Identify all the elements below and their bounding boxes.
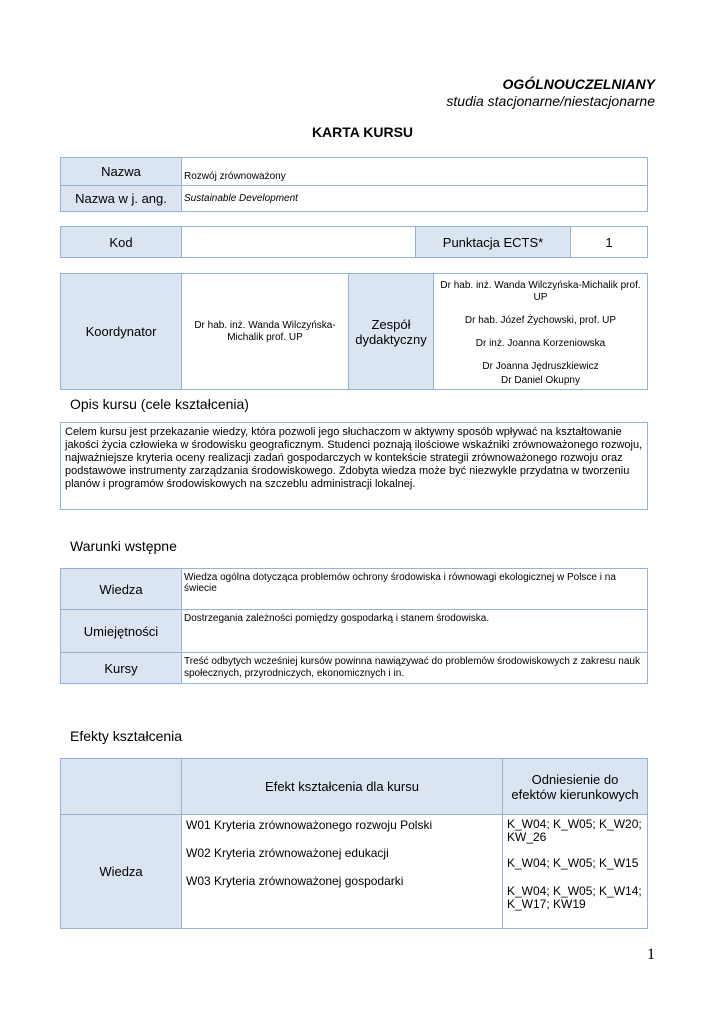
effect-item: W01 Kryteria zrównoważonego rozwoju Polski bbox=[186, 818, 433, 832]
team-member: Dr inż. Joanna Korzeniowska bbox=[475, 338, 606, 349]
effect-item: W03 Kryteria zrównoważonej gospodarki bbox=[186, 874, 404, 888]
outcomes-corner bbox=[61, 759, 182, 815]
code-label: Kod bbox=[61, 227, 182, 258]
col-header-effect: Efekt kształcenia dla kursu bbox=[182, 759, 503, 815]
effect-item: W02 Kryteria zrównoważonej edukacji bbox=[186, 846, 389, 860]
description-text: Celem kursu jest przekazanie wiedzy, która pozwoli jego słuchaczom w aktywny sposób wpływać na kształtowanie jakości życia człowieka w środowisku geograficznym. Studenci poznają ilościowe wskaźniki zrównoważonego rozwoju, najważniejsze kryteria oceny realizacji zadań gospodarczych w kontekście strategii zrównoważonego rozwoju oraz podstawowe instrumenty zarządzania środowiskowego. Zdobyta wiedza może być niezwykle przydatna w tworzeniu planów i programów środowiskowych na szczeblu administracji lokalnej. bbox=[65, 426, 643, 490]
team-member: Dr hab. inż. Wanda Wilczyńska-Michalik prof. UP bbox=[440, 280, 641, 303]
header-line-1: OGÓLNOUCZELNIANY bbox=[502, 76, 655, 92]
team-list bbox=[434, 274, 648, 390]
name-en-value: Sustainable Development bbox=[182, 186, 648, 212]
ref-item: K_W04; K_W05; K_W20; KW_26 bbox=[507, 817, 642, 844]
prereq-value: Dostrzegania zależności pomiędzy gospodarką i stanem środowiska. bbox=[182, 610, 648, 653]
code-value bbox=[182, 227, 416, 258]
description-heading: Opis kursu (cele kształcenia) bbox=[70, 396, 249, 412]
prerequisites-table bbox=[60, 568, 648, 684]
prereq-label: Kursy bbox=[61, 653, 182, 684]
effects-cell bbox=[182, 815, 503, 929]
name-label: Nazwa bbox=[61, 158, 182, 186]
outcomes-row-label: Wiedza bbox=[61, 815, 182, 929]
header-line-2: studia stacjonarne/niestacjonarne bbox=[446, 93, 655, 109]
ref-item: K_W04; K_W05; K_W14; K_W17; KW19 bbox=[507, 884, 642, 911]
team-label: Zespół dydaktyczny bbox=[349, 274, 434, 390]
outcomes-table bbox=[60, 758, 648, 929]
prereq-label: Umiejętności bbox=[61, 610, 182, 653]
coordinator-label: Koordynator bbox=[61, 274, 182, 390]
name-value: Rozwój zrównoważony bbox=[182, 158, 648, 186]
team-member: Dr Joanna Jędruszkiewicz bbox=[482, 361, 599, 372]
name-table bbox=[60, 157, 648, 212]
ects-label: Punktacja ECTS* bbox=[416, 227, 571, 258]
ects-value: 1 bbox=[571, 227, 648, 258]
coordinator-table bbox=[60, 273, 648, 390]
page-number: 1 bbox=[647, 946, 655, 963]
code-table bbox=[60, 226, 648, 258]
team-member: Dr hab. Józef Żychowski, prof. UP bbox=[464, 315, 617, 326]
name-en-label: Nazwa w j. ang. bbox=[61, 186, 182, 212]
team-member: Dr Daniel Okupny bbox=[501, 375, 580, 386]
prereq-label: Wiedza bbox=[61, 569, 182, 610]
page-title: KARTA KURSU bbox=[311, 124, 414, 140]
prereq-value: Treść odbytych wcześniej kursów powinna nawiązywać do problemów środowiskowych z zakresu nauk społecznych, przyrodniczych, ekonomicznych i in. bbox=[182, 653, 648, 684]
coordinator-value: Dr hab. inż. Wanda Wilczyńska-Michalik prof. UP bbox=[182, 274, 349, 390]
refs-cell bbox=[503, 815, 648, 929]
ref-item: K_W04; K_W05; K_W15 bbox=[507, 856, 639, 870]
prerequisites-heading: Warunki wstępne bbox=[70, 538, 177, 554]
prereq-value: Wiedza ogólna dotycząca problemów ochrony środowiska i równowagi ekologicznej w Polsce i na świecie bbox=[182, 569, 648, 610]
col-header-ref: Odniesienie do efektów kierunkowych bbox=[503, 759, 648, 815]
description-box bbox=[60, 422, 648, 510]
outcomes-heading: Efekty kształcenia bbox=[70, 728, 183, 744]
